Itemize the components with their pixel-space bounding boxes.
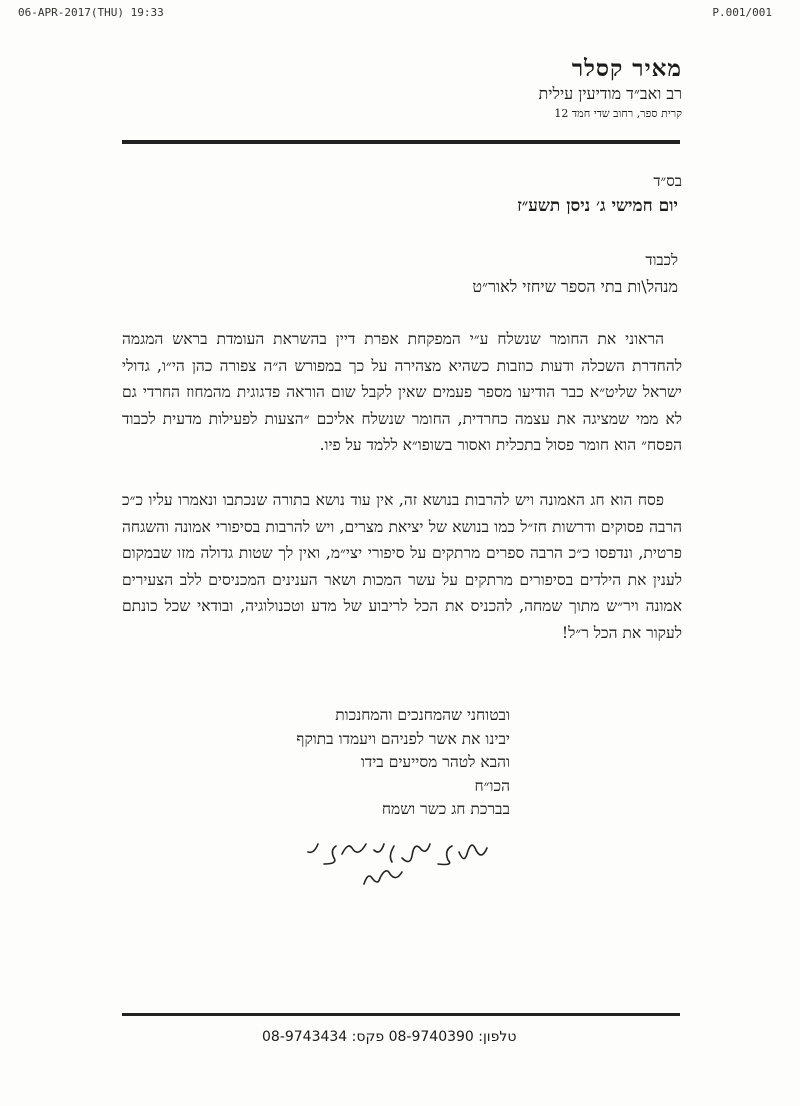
letter-date: יום חמישי ג׳ ניסן תשע״ז — [517, 196, 678, 216]
top-divider — [122, 140, 680, 144]
recipient-salutation: לכבוד — [645, 251, 678, 269]
bottom-divider — [122, 1013, 680, 1016]
fax-page-number: P.001/001 — [712, 6, 772, 19]
footer-contact: טלפון: 08-9740390 פקס: 08-9743434 — [262, 1029, 517, 1045]
body-paragraph-2: פסח הוא חג האמונה ויש להרבות בנושא זה, אין עוד נושא בתורה שנכתבו ונאמרו עליו כ״כ הרבה פסוקים ודרשות חז״ל כמו בנושא של יציאת מצרים, ויש להרבות בסיפורי אמונה והשגחה פרטית, ונדפסו כ״כ הרבה ספרים מרתקים על סיפורי יצי״מ, ואין לך שטות גדולה מזו שבמקום לענין את הילדים בסיפורים מרתקים על עשר המכות ושאר הענינים המכניסים ללב הצעירים אמונה ויר״ש מתוך שמחה, להכניס את הכל לריבוע של מדע וטכנולוגיה, ובודאי שכל כונתם לעקור את הכל ר״ל! — [122, 491, 682, 642]
body-paragraph-1: הראוני את החומר שנשלח ע״י המפקחת אפרת דיין בהשראת העומדת בראש המגמה להחדרת השכלה ודעות כוזבות כשהיא מצהירה על כך במפורש ה״ה צפורה כהן הי״ו, גדולי ישראל שליט״א כבר הודיעו מספר פעמים שאין לקבל שום הוראה פדגוגית מהמחוז החרדי גם לא ממי שמציגה את עצמה כחרדית, החומר שנשלח אליכם ״הצעות לפעילות מדעית לכבוד הפסח״ הוא חומר פסול בתכלית ואסור בשופו״א ללמד על פיו. — [122, 330, 682, 455]
letterhead-name: מאיר קסלר — [571, 55, 682, 82]
closing-block — [296, 704, 510, 822]
recipient-name: מנהל\ות בתי הספר שיחזי לאור״ט — [472, 277, 678, 296]
bsd-mark: בס״ד — [653, 172, 682, 190]
fax-header — [0, 4, 800, 20]
fax-datetime: 06-APR-2017(THU) 19:33 — [18, 6, 164, 19]
closing-line-2: יבינו את אשר לפניהם ויעמדו בתוקף — [296, 729, 510, 748]
letterhead — [539, 55, 683, 120]
closing-line-5: בברכת חג כשר ושמח — [381, 800, 510, 818]
letterhead-address: קרית ספר, רחוב שדי חמד 12 — [554, 107, 682, 120]
letterhead-title: רב ואב״ד מודיעין עילית — [538, 84, 682, 103]
closing-line-3: והבא לטהר מסייעים בידו — [360, 753, 510, 771]
closing-line-1: ובטוחני שהמחנכים והמחנכות — [335, 706, 510, 724]
signature-scribble — [292, 836, 502, 896]
closing-line-4: הכו״ח — [474, 776, 510, 795]
handwritten-signature — [292, 836, 502, 896]
